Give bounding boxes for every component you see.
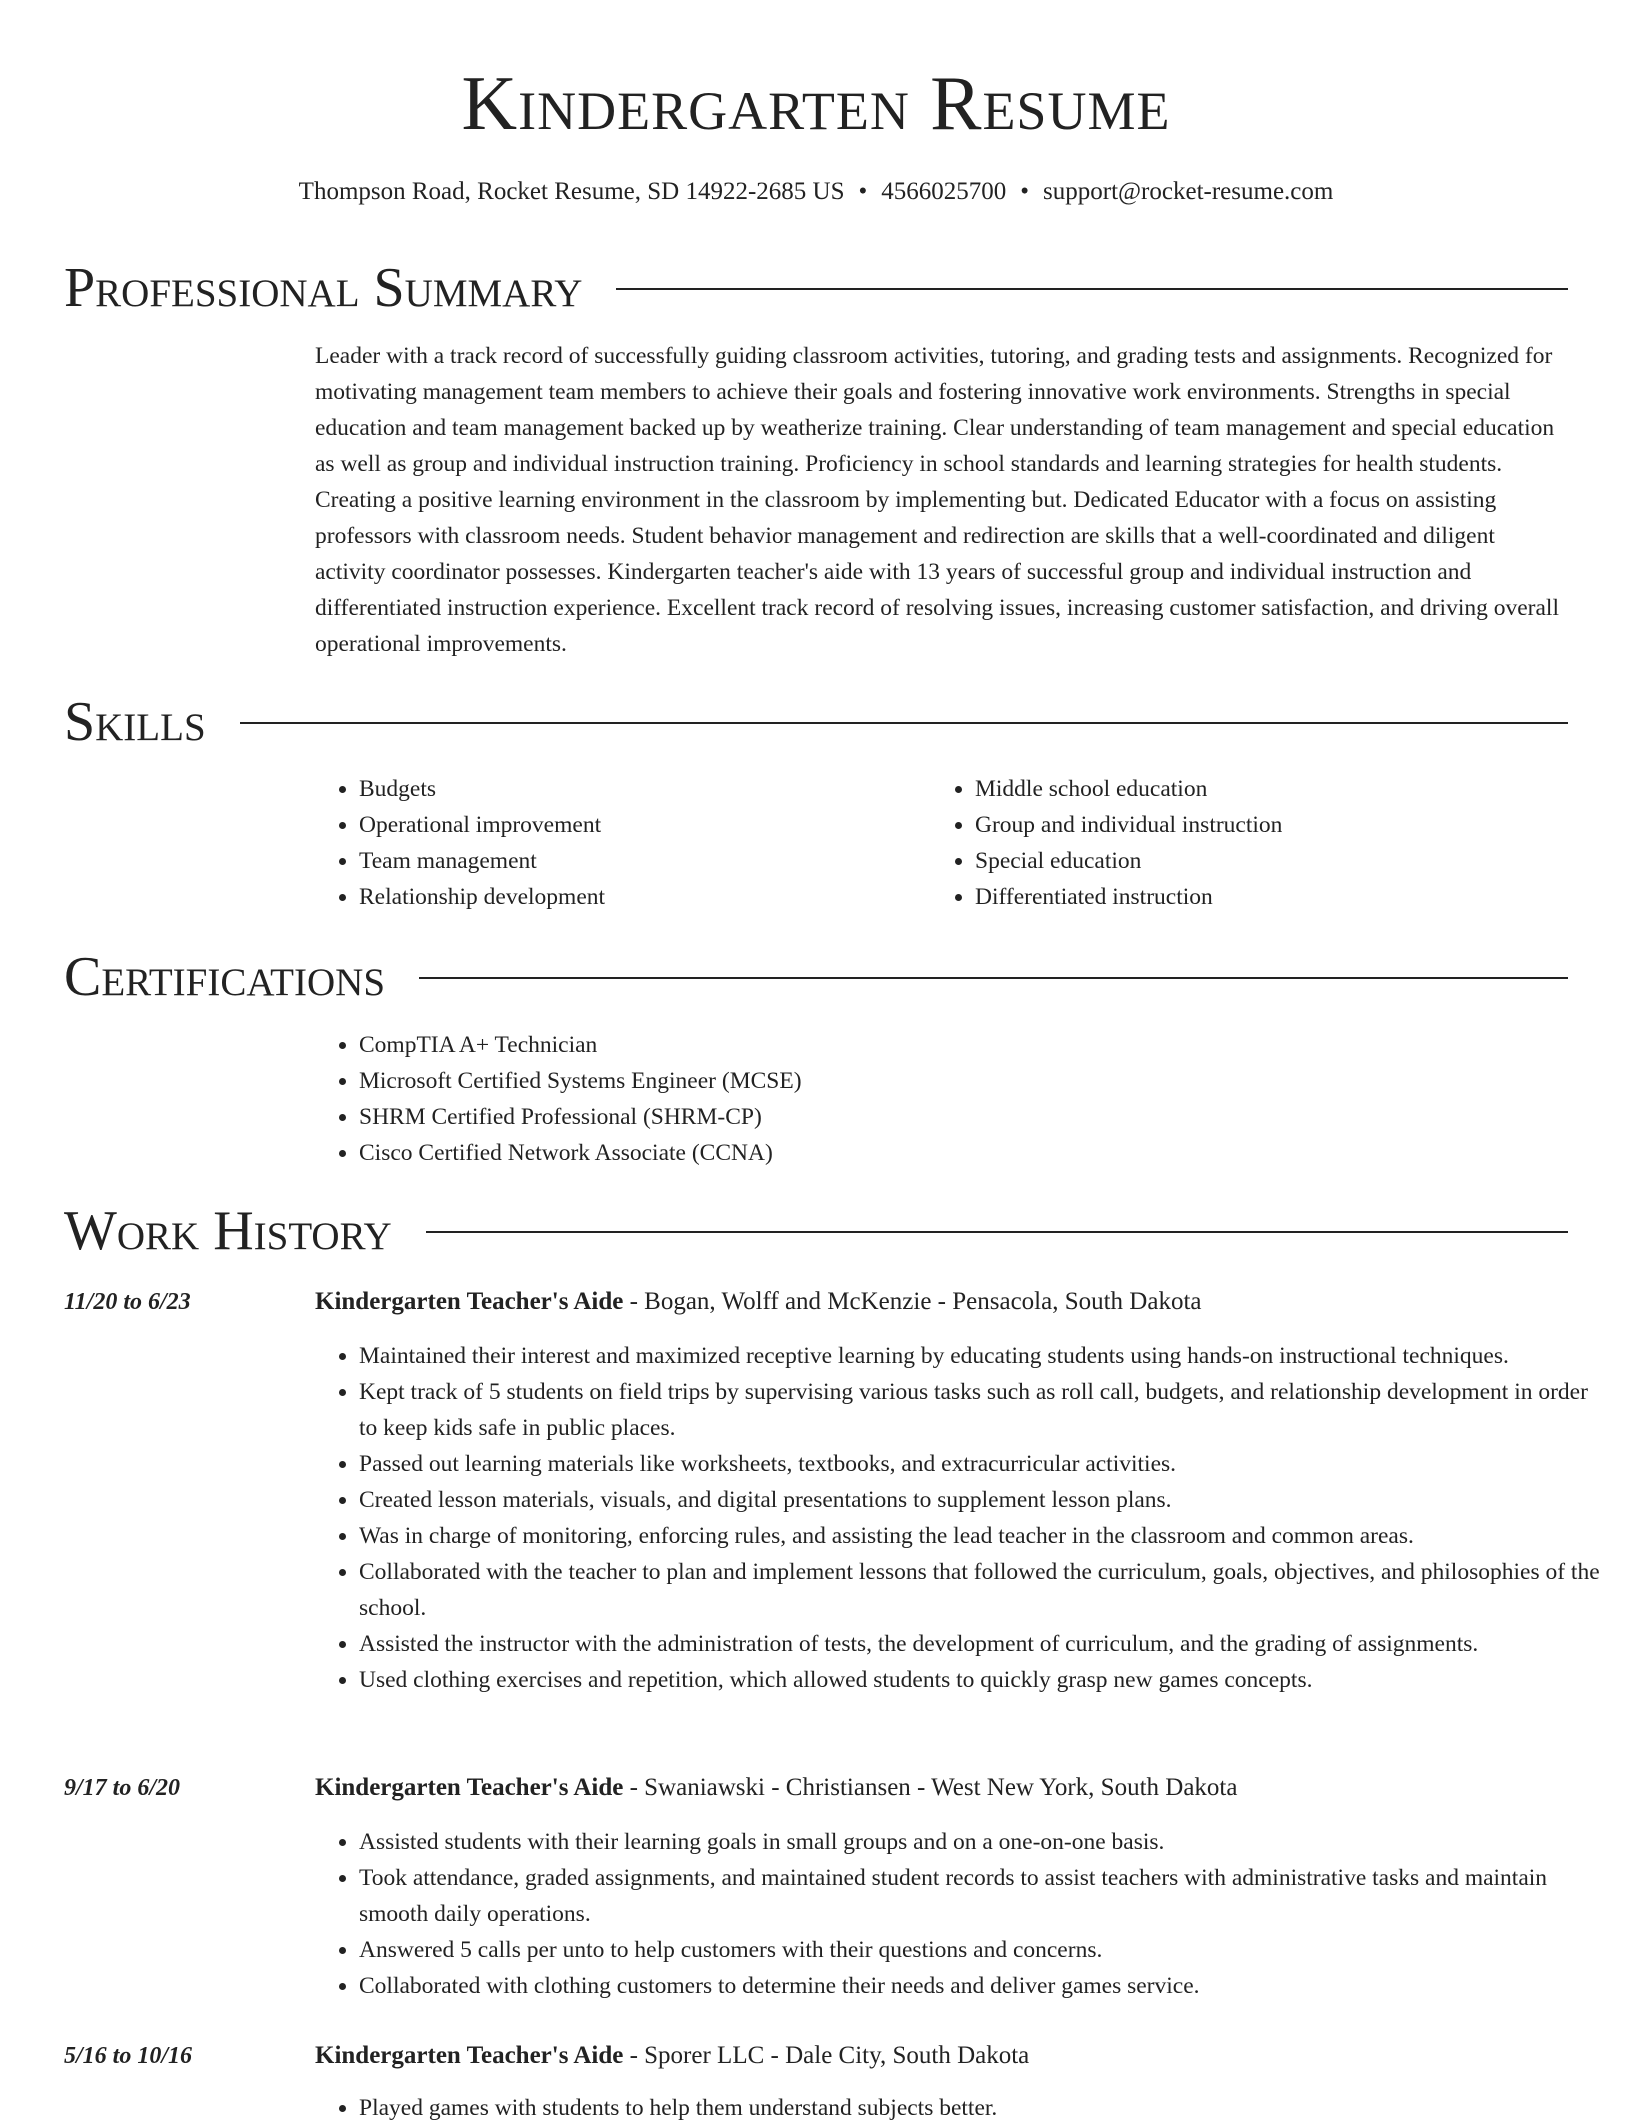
summary-heading: Professional Summary (64, 257, 583, 319)
job-details: - Bogan, Wolff and McKenzie - Pensacola, South Dakota (629, 1288, 1202, 1315)
job-dates: 9/17 to 6/20 (64, 1775, 181, 1801)
skills-list-right (931, 771, 1575, 915)
section-divider (616, 288, 1568, 290)
job-bullet: • Answered 5 calls per unto to help customers with their questions and concerns. (359, 1932, 1612, 1968)
job-dates: 11/20 to 6/23 (64, 1289, 191, 1315)
job-title: Kindergarten Teacher's Aide (315, 1774, 624, 1801)
job-details: - Swaniawski - Christiansen - West New York, South Dakota (629, 1774, 1238, 1801)
job-bullet: • Passed out learning materials like worksheets, textbooks, and extracurricular activities. (359, 1446, 1612, 1482)
job-title: Kindergarten Teacher's Aide (315, 2042, 624, 2069)
contact-phone: 4566025700 (881, 178, 1007, 205)
job-bullet: • Kept track of 5 students on field trips by supervising various tasks such as roll call, budgets, and relationship development in order to keep kids safe in public places. (359, 1374, 1612, 1446)
job-bullets (315, 1338, 1612, 1698)
job-bullets (315, 1824, 1612, 2004)
job-bullet: • Maintained their interest and maximized receptive learning by educating students using hands-on instructional techniques. (359, 1338, 1612, 1374)
contact-email: support@rocket-resume.com (1043, 178, 1334, 205)
job-details: - Sporer LLC - Dale City, South Dakota (629, 2042, 1030, 2069)
certification-item: • SHRM Certified Professional (SHRM-CP) (359, 1099, 1612, 1135)
job-bullet: • Assisted students with their learning goals in small groups and on a one-on-one basis. (359, 1824, 1612, 1860)
contact-line (0, 174, 1632, 210)
job-bullet: • Was in charge of monitoring, enforcing rules, and assisting the lead teacher in the classroom and common areas. (359, 1518, 1612, 1554)
skill-item: • Budgets (359, 771, 929, 807)
contact-address: Thompson Road, Rocket Resume, SD 14922-2685 US (298, 178, 845, 205)
job-bullets (315, 2090, 1612, 2126)
summary-text: Leader with a track record of successfully guiding classroom activities, tutoring, and grading tests and assignments. Recognized for motivating management team members to achieve their goals and fostering innovative work environments. Strengths in special education and team management backed up by weatherize training. Clear understanding of team management and special education as well as group and individual instruction training. Proficiency in school standards and learning strategies for health students. Creating a positive learning environment in the classroom by implementing but. Dedicated Educator with a focus on assisting professors with classroom needs. Student behavior management and redirection are skills that a well-coordinated and diligent activity coordinator possesses. Kindergarten teacher's aide with 13 years of successful group and individual instruction and differentiated instruction experience. Excellent track record of resolving issues, increasing customer satisfaction, and driving overall operational improvements. (315, 343, 1559, 657)
job-title: Kindergarten Teacher's Aide (315, 1288, 624, 1315)
section-divider (240, 722, 1568, 724)
job-bullet: • Collaborated with clothing customers to determine their needs and deliver games service. (359, 1968, 1612, 2004)
work-history-section-header (64, 1199, 1568, 1263)
skill-item: • Special education (975, 843, 1575, 879)
job-bullet: • Took attendance, graded assignments, and maintained student records to assist teachers with administrative tasks and maintain smooth daily operations. (359, 1860, 1612, 1932)
job-bullet: • Used clothing exercises and repetition, which allowed students to quickly grasp new games concepts. (359, 1662, 1612, 1698)
job-heading (315, 2038, 1029, 2074)
separator-dot: • (1020, 178, 1030, 205)
separator-dot: • (858, 178, 868, 205)
job-heading (315, 1770, 1237, 1806)
skills-section-header (64, 690, 1568, 754)
resume-title: Kindergarten Resume (461, 60, 1171, 146)
skill-item: • Relationship development (359, 879, 929, 915)
job-bullet: • Played games with students to help them understand subjects better. (359, 2090, 1612, 2126)
skill-item: • Group and individual instruction (975, 807, 1575, 843)
skill-item: • Differentiated instruction (975, 879, 1575, 915)
certification-item: • Cisco Certified Network Associate (CCNA) (359, 1135, 1612, 1171)
certification-item: • CompTIA A+ Technician (359, 1027, 1612, 1063)
skill-item: • Operational improvement (359, 807, 929, 843)
summary-section-header (64, 256, 1568, 320)
work-history-heading: Work History (64, 1200, 392, 1262)
job-bullet: • Collaborated with the teacher to plan and implement lessons that followed the curriculum, goals, objectives, and philosophies of the school. (359, 1554, 1612, 1626)
skills-heading: Skills (64, 691, 206, 753)
job-bullet: • Assisted the instructor with the administration of tests, the development of curriculum, and the grading of assignments. (359, 1626, 1612, 1662)
section-divider (419, 977, 1568, 979)
job-dates: 5/16 to 10/16 (64, 2043, 193, 2069)
certifications-heading: Certifications (64, 946, 386, 1008)
certifications-list (315, 1027, 1612, 1171)
job-bullet: • Created lesson materials, visuals, and digital presentations to supplement lesson plans. (359, 1482, 1612, 1518)
certifications-section-header (64, 945, 1568, 1009)
skill-item: • Team management (359, 843, 929, 879)
job-heading (315, 1284, 1202, 1320)
certification-item: • Microsoft Certified Systems Engineer (MCSE) (359, 1063, 1612, 1099)
section-divider (426, 1231, 1568, 1233)
skills-list-left (315, 771, 929, 915)
skill-item: • Middle school education (975, 771, 1575, 807)
